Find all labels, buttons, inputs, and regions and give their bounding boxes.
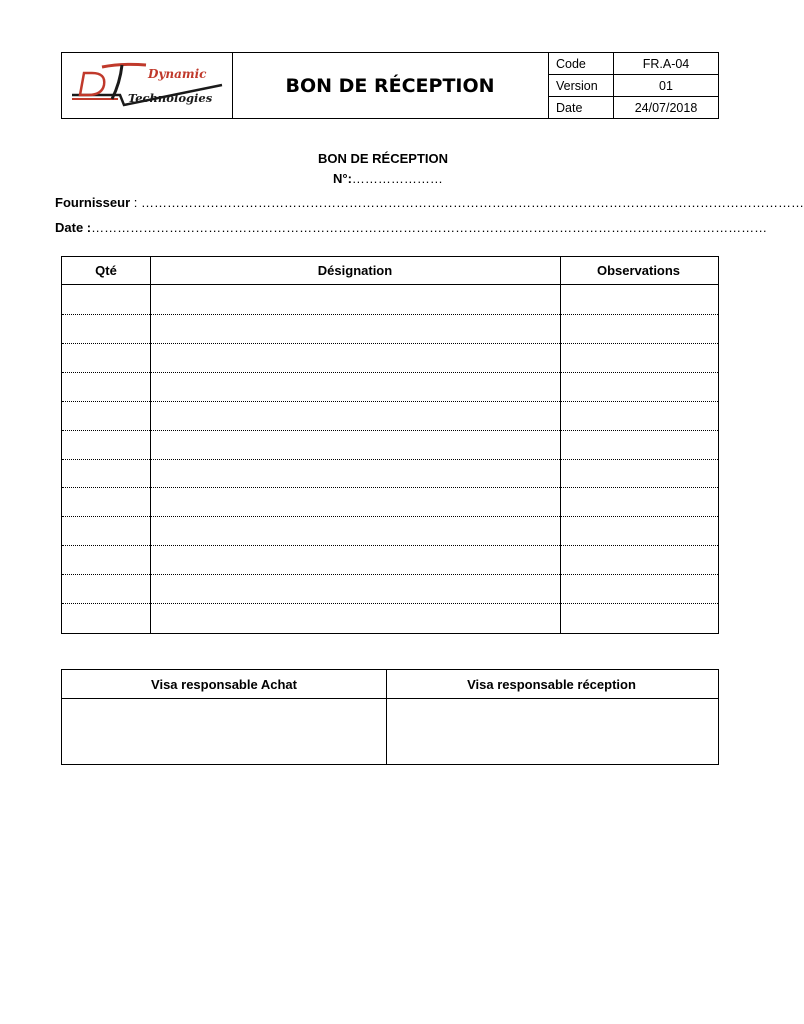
column-header-designation: Désignation (317, 263, 393, 278)
meta-row-code (548, 53, 718, 75)
date-label: Date : (55, 220, 92, 235)
meta-label: Version (548, 75, 614, 96)
meta-row-date (548, 97, 718, 118)
table-row-separator (62, 516, 718, 517)
meta-label: Date (548, 97, 614, 118)
table-row-separator (62, 603, 718, 604)
meta-value: 24/07/2018 (634, 100, 698, 115)
logo-text-technologies: Technologies (128, 91, 213, 105)
signature-table (61, 669, 719, 765)
document-header (61, 52, 719, 119)
table-row-separator (62, 487, 718, 488)
receipt-number-label: N°: (333, 171, 352, 186)
visa-reception-header: Visa responsable réception (467, 676, 636, 692)
table-row-separator (62, 459, 718, 460)
receipt-number-blank: ………………… (351, 171, 443, 186)
header-divider (62, 284, 718, 285)
column-header-observations: Observations (596, 263, 681, 278)
supplier-blank: ……………………………………………………………………………………………………………………………………… (140, 195, 804, 210)
document-title: BON DE RÉCEPTION (232, 53, 549, 118)
table-row-separator (62, 314, 718, 315)
meta-value: 01 (659, 78, 673, 93)
items-table (61, 256, 719, 634)
supplier-field (55, 195, 804, 210)
meta-value: FR.A-04 (642, 56, 690, 71)
supplier-separator: : (130, 195, 141, 210)
dynamic-technologies-logo (62, 53, 232, 118)
header-divider (62, 698, 718, 699)
table-row-separator (62, 372, 718, 373)
table-row-separator (62, 574, 718, 575)
column-header-qty: Qté (95, 263, 117, 278)
table-row-separator (62, 401, 718, 402)
date-field (55, 220, 768, 235)
supplier-label: Fournisseur (55, 195, 131, 210)
table-row-separator (62, 343, 718, 344)
form-title: BON DE RÉCEPTION (317, 151, 448, 166)
column-divider (386, 670, 387, 764)
receipt-number-line (333, 171, 443, 186)
meta-label: Code (548, 53, 614, 74)
table-row-separator (62, 430, 718, 431)
logo-text-dynamic: Dynamic (148, 67, 207, 81)
date-blank: ………………………………………………………………………………………………………………………………………… (91, 220, 768, 235)
meta-row-version (548, 75, 718, 97)
table-row-separator (62, 545, 718, 546)
visa-purchase-header: Visa responsable Achat (151, 676, 297, 692)
company-logo (62, 53, 233, 118)
